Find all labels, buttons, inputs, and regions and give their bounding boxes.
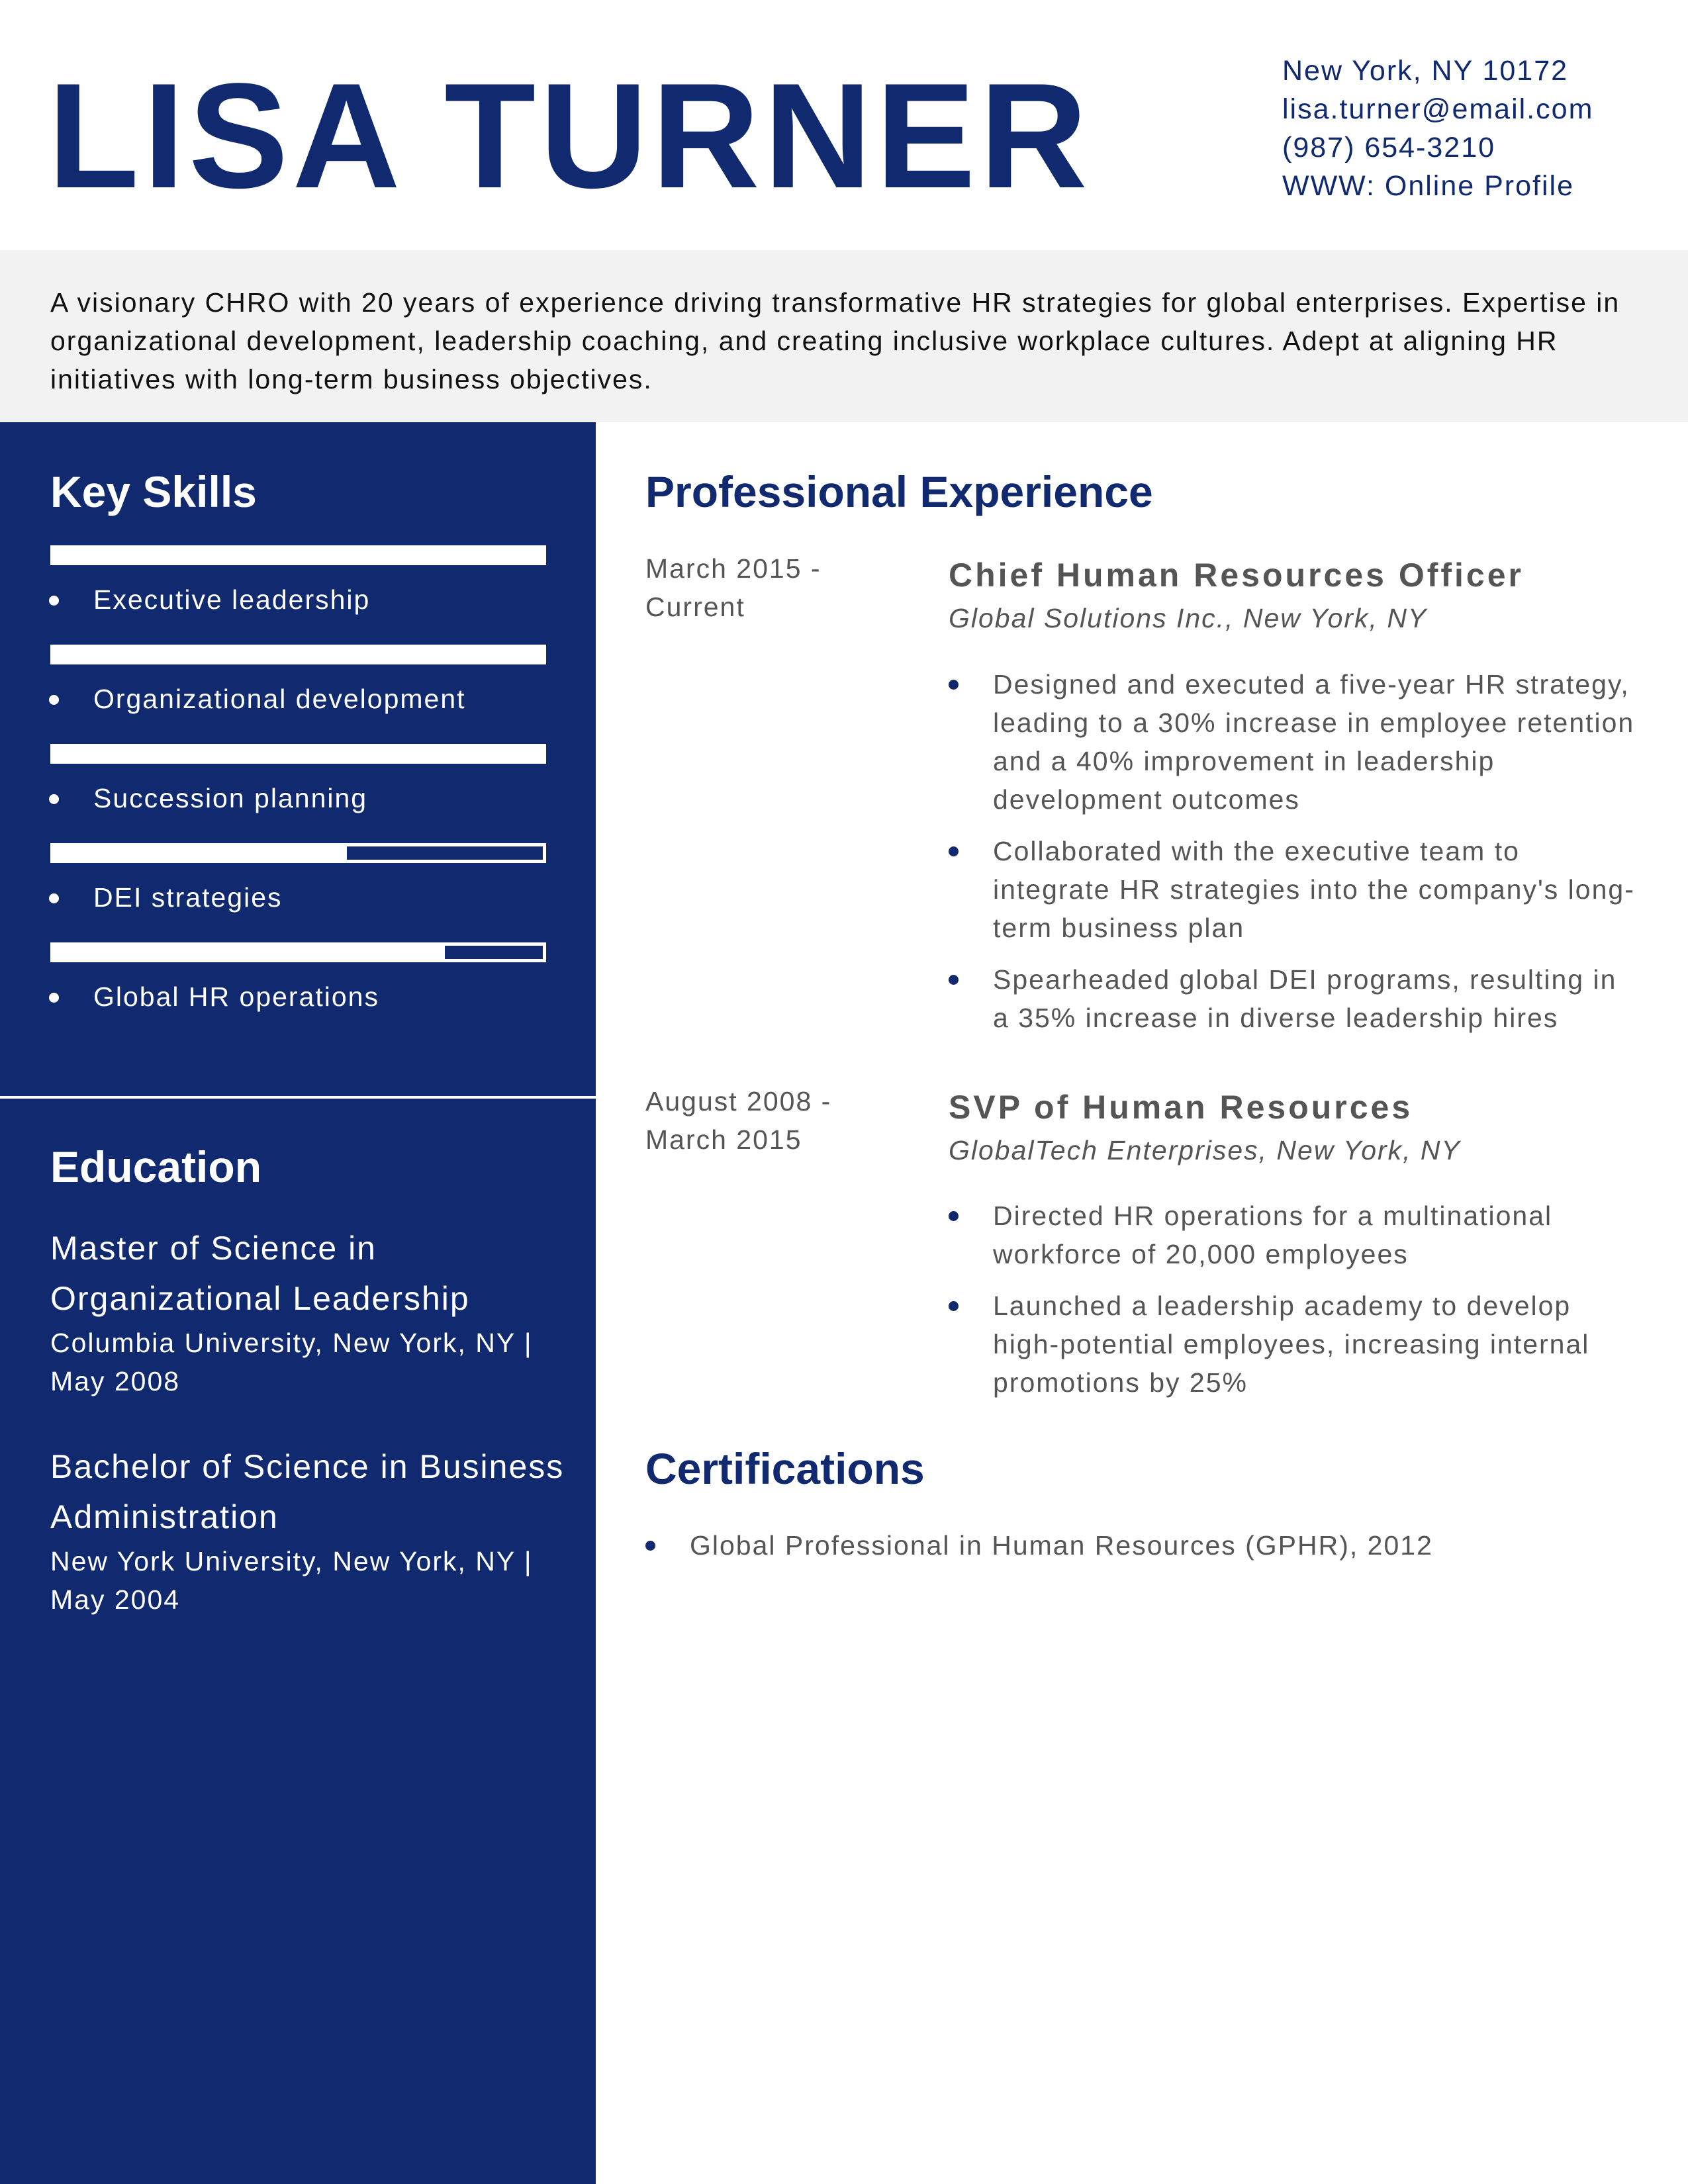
bullet-text: Directed HR operations for a multinational workforce of 20,000 employees xyxy=(993,1201,1553,1269)
certification-text: Global Professional in Human Resources (GPHR), 2012 xyxy=(690,1530,1433,1561)
bullet-icon xyxy=(949,1301,959,1311)
job-title: Chief Human Resources Officer xyxy=(949,557,1524,594)
bullet-text: Collaborated with the executive team to integrate HR strategies into the company's long-term business plan xyxy=(993,836,1635,943)
list-item xyxy=(949,1197,1637,1273)
skill-level-fill xyxy=(54,747,543,760)
sidebar xyxy=(0,422,596,2184)
list-item xyxy=(949,832,1637,947)
contact-email[interactable]: lisa.turner@email.com xyxy=(1282,93,1594,125)
job-bullets xyxy=(949,1197,1637,1415)
skill-label: Executive leadership xyxy=(93,584,371,615)
candidate-name: LISA TURNER xyxy=(48,52,1092,219)
bullet-text: Spearheaded global DEI programs, resulting in a 35% increase in diverse leadership hires xyxy=(993,964,1617,1033)
education-school: Columbia University, New York, NY | May 2008 xyxy=(50,1328,533,1396)
bullet-icon xyxy=(49,596,59,606)
job-dates: August 2008 - March 2015 xyxy=(645,1086,832,1155)
bullet-text: Designed and executed a five-year HR strategy, leading to a 30% increase in employee retention and a 40% improvement in leadership development outcomes xyxy=(993,669,1635,815)
skill-level-fill xyxy=(54,846,347,860)
education-school: New York University, New York, NY | May 2004 xyxy=(50,1546,533,1615)
contact-info xyxy=(1282,52,1593,205)
skill-level-fill xyxy=(54,648,543,661)
bullet-text: Launched a leadership academy to develop high-potential employees, increasing internal promotions by 25% xyxy=(993,1291,1590,1398)
bullet-icon xyxy=(645,1541,655,1551)
bullet-icon xyxy=(949,846,959,856)
education-degree: Master of Science in Organizational Leadership xyxy=(50,1230,470,1317)
education-heading: Education xyxy=(50,1142,262,1191)
list-item xyxy=(949,1287,1637,1402)
contact-phone[interactable]: (987) 654-3210 xyxy=(1282,132,1496,163)
skill-level-bar xyxy=(50,545,546,565)
bullet-icon xyxy=(949,680,959,690)
experience-heading: Professional Experience xyxy=(645,467,1153,516)
bullet-icon xyxy=(49,893,59,903)
skills-heading: Key Skills xyxy=(50,467,257,516)
skill-label: DEI strategies xyxy=(93,882,283,913)
skill-level-bar xyxy=(50,843,546,863)
resume-header xyxy=(0,0,1688,250)
skill-level-fill xyxy=(54,549,543,562)
list-item xyxy=(645,1526,1638,1565)
certification-list xyxy=(645,1526,1638,1565)
job-company: Global Solutions Inc., New York, NY xyxy=(949,603,1428,633)
list-item xyxy=(949,960,1637,1037)
bullet-icon xyxy=(49,993,59,1003)
certifications-heading: Certifications xyxy=(645,1444,925,1493)
section-divider xyxy=(0,1096,596,1099)
contact-website[interactable]: WWW: Online Profile xyxy=(1282,170,1574,202)
job-title: SVP of Human Resources xyxy=(949,1089,1413,1126)
job-bullets xyxy=(949,665,1637,1050)
skill-level-bar xyxy=(50,645,546,664)
education-degree: Bachelor of Science in Business Administration xyxy=(50,1448,565,1535)
skill-level-fill xyxy=(54,946,445,959)
skill-label: Organizational development xyxy=(93,684,466,714)
professional-summary: A visionary CHRO with 20 years of experience driving transformative HR strategies for global enterprises. Expertise in organizational development, leadership coaching, and creating inclusive workplace cultures. Adept at aligning HR initiatives with long-term business objectives. xyxy=(0,250,1688,422)
skill-label: Global HR operations xyxy=(93,981,379,1012)
skill-level-bar xyxy=(50,942,546,962)
skill-level-bar xyxy=(50,744,546,764)
contact-location: New York, NY 10172 xyxy=(1282,55,1569,87)
skill-label: Succession planning xyxy=(93,783,368,813)
job-company: GlobalTech Enterprises, New York, NY xyxy=(949,1135,1461,1165)
list-item xyxy=(949,665,1637,819)
bullet-icon xyxy=(49,794,59,804)
job-dates: March 2015 - Current xyxy=(645,553,821,622)
bullet-icon xyxy=(49,695,59,705)
bullet-icon xyxy=(949,1211,959,1221)
bullet-icon xyxy=(949,975,959,985)
